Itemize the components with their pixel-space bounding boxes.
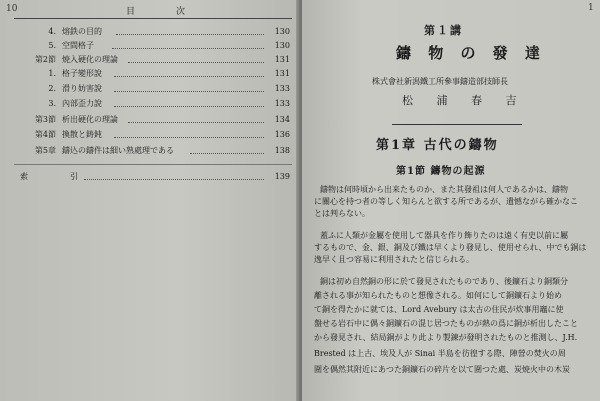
toc-header: 目 次 [126,7,187,17]
body-text-line: とは判らない。 [314,209,370,218]
left-page-number: 10 [6,4,18,14]
toc-header-rule [14,18,292,19]
toc-entry [14,144,292,158]
body-text-line: 圍を偶然其附近にあつた銅鑛石の碎片を以て圍つた處、炭焼火中の木炭 [314,365,570,374]
toc-number: 1. [48,69,56,78]
toc-label: 格子變形說 [62,69,102,78]
body-text-line: 逸早く且つ容易に利用されたと信じられる。 [314,255,474,264]
toc-entry [14,39,292,53]
toc-entry [14,128,292,142]
toc-number: 2. [48,84,56,93]
toc-label: 鑄込の鑄件は細い熟處理である [62,146,174,155]
toc-leader [114,137,264,138]
title-rule [392,124,522,125]
toc-number: 4. [48,27,56,36]
toc-leader [114,106,264,107]
body-text-line: 鑄物は何時頃から出来たものか、また其發祖は何人であるかは、鑄物 [320,185,568,194]
right-page-number: 1 [588,3,594,13]
toc-page: 138 [274,146,290,155]
toc-page: 130 [274,41,290,50]
toc-number: 3. [48,99,56,108]
toc-page: 139 [274,172,290,181]
toc-leader [114,76,264,77]
lecture-title: 鑄 物 の 發 達 [396,44,546,62]
toc-label: 滑り妨害說 [62,84,102,93]
toc-number: 第3節 [34,115,56,124]
toc-leader [190,153,264,154]
toc-leader [128,122,264,123]
body-text-line: 盤せる岩石中に偶々銅鑛石の混じ居つたものが熱の爲に銅が析出したこと [314,319,578,328]
author-affiliation: 株式會社新潟鐵工所參事鑄造部技師長 [372,77,508,86]
body-text-line: 離される事が知られたものと想像される。如何にして銅鑛石より始め [314,291,562,300]
toc-number: 5. [48,41,56,50]
toc-page: 131 [274,69,290,78]
toc-leader [116,34,264,35]
toc-entry [14,113,292,127]
toc-entry [14,82,292,96]
toc-label: 空間格子 [62,41,94,50]
toc-label: 焼入硬化の理論 [62,55,118,64]
body-text-line: Brested は上古、埃及人が Sinai 半島を彷徨する際、陣營の焚火の周 [314,349,566,358]
toc-label: 換散と鋳鈍 [62,130,102,139]
section-heading: 第1節 鑄物の起源 [396,166,486,177]
toc-entry-index [14,170,292,184]
toc-index-rule [14,164,292,165]
body-text-line: に關心を持つ者の等しく知らんと欲する所であるが、遺憾ながら確かなこ [314,197,578,206]
toc-leader [114,91,264,92]
body-text-line: から發見され、結局銅がより此より製錬が發明されたものと推測し、J.H. [314,333,578,342]
toc-label: 內部歪力說 [62,99,102,108]
toc-page: 134 [274,115,290,124]
toc-entry [14,97,292,111]
toc-page: 133 [274,99,290,108]
body-text-line: 蓋ふに人類が金屬を使用して器具を作り飾りたのは遠く有史以前に屬 [320,231,568,240]
toc-leader [128,62,264,63]
toc-number: 第2節 [34,55,56,64]
toc-number: 第5章 [34,146,56,155]
toc-page: 133 [274,84,290,93]
toc-label: 引 [70,172,78,181]
body-text-line: て銅を得たかに就ては、Lord Avebury は太古の住民が炊事用竈に使 [314,305,564,314]
author-name: 松 浦 春 吉 [402,94,527,107]
body-text-line: するもので、金、銀、銅及び鐵は早くより發見し、使用せられ、中でも銅は [314,243,587,252]
toc-number: 第4節 [34,130,56,139]
toc-leader [112,48,264,49]
toc-entry [14,25,292,39]
toc-entry [14,67,292,81]
toc-page: 131 [274,55,290,64]
toc-number: 索 [20,172,28,181]
toc-page: 130 [274,27,290,36]
toc-entry [14,53,292,67]
body-text-line: 銅は初め自然銅の形に於て發見されたものであり、後鑛石より銅類分 [320,277,568,286]
toc-label: 熔鉄の目的 [62,27,102,36]
toc-leader [84,179,264,180]
lecture-number: 第１講 [424,24,463,37]
toc-page: 136 [274,130,290,139]
chapter-heading: 第1章 古代の鑄物 [376,138,499,153]
toc-label: 析出硬化の理論 [62,115,118,124]
